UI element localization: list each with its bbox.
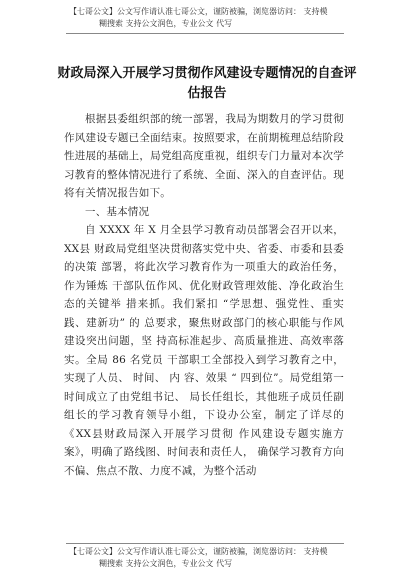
header-note-line2: 糊搜索 支持公文润色，专业公文 代写 — [99, 19, 233, 28]
document-body — [64, 110, 344, 480]
header-divider — [66, 33, 344, 34]
document-title: 财政局深入开展学习贯彻作风建设专题情况的自查评估报告 — [57, 66, 357, 101]
intro-paragraph: 根据县委组织部的统一部署，我局为期数月的学习贯彻作风建设专题已全面结束。按照要求，在前期梳理总结阶段性进展的基础上，局党组高度重视，组织专门力量对本次学习教育的整体情况进行了系统、全面、深入的自查评估。现将有关情况报告如下。 — [64, 113, 344, 199]
header-note-line1: 【七哥公文】公文写作请认准七哥公文，谨防被骗，浏览器访问： 支持模 — [69, 7, 328, 16]
footer-note-line2: 糊搜索 支持公文润色，专业公文 代写 — [99, 559, 233, 568]
header-watermark-note — [69, 6, 359, 30]
section-heading-basic-situation: 一、基本情况 — [85, 205, 150, 218]
footer-note-line1: 【七哥公文】公文写作请认准七哥公文，谨防被骗，浏览器访问： 支持模 — [69, 547, 328, 556]
footer-divider — [66, 543, 344, 544]
footer-watermark-note — [69, 546, 359, 570]
section1-paragraph: 自 XXXX 年 X 月全县学习教育动员部署会召开以来，XX县 财政局党组坚决贯彻落实党中央、省委、市委和县委的决策 部署，将此次学习教育作为一项重大的政治任务，作为锤炼 干部队伍作风、优化财政管理效能、净化政治生态的关键举 措来抓。我们紧扣 “学思想、强党性、重实践、建新功” 的 总要求，聚焦财政部门的核心职能与作风建设突出问题，坚 持高标准起步、高质量推进、高效率落实。全局 86 名党员 干部职工全部投入到学习教育之中，实现了人员、 时间、 内 容、效果 “ 四到位”。局党组第一时间成立了由党组书记、 局长任组长，其他班子成员任副组长的学习教育领导小组，下设办公室，制定了详尽的《XX县财政局深入开展学习贯彻 作风建设专题实施方案》，明确了路线图、时间表和责任人， 确保学习教育方向不偏、焦点不散、力度不减，为整个活动 — [64, 224, 344, 477]
